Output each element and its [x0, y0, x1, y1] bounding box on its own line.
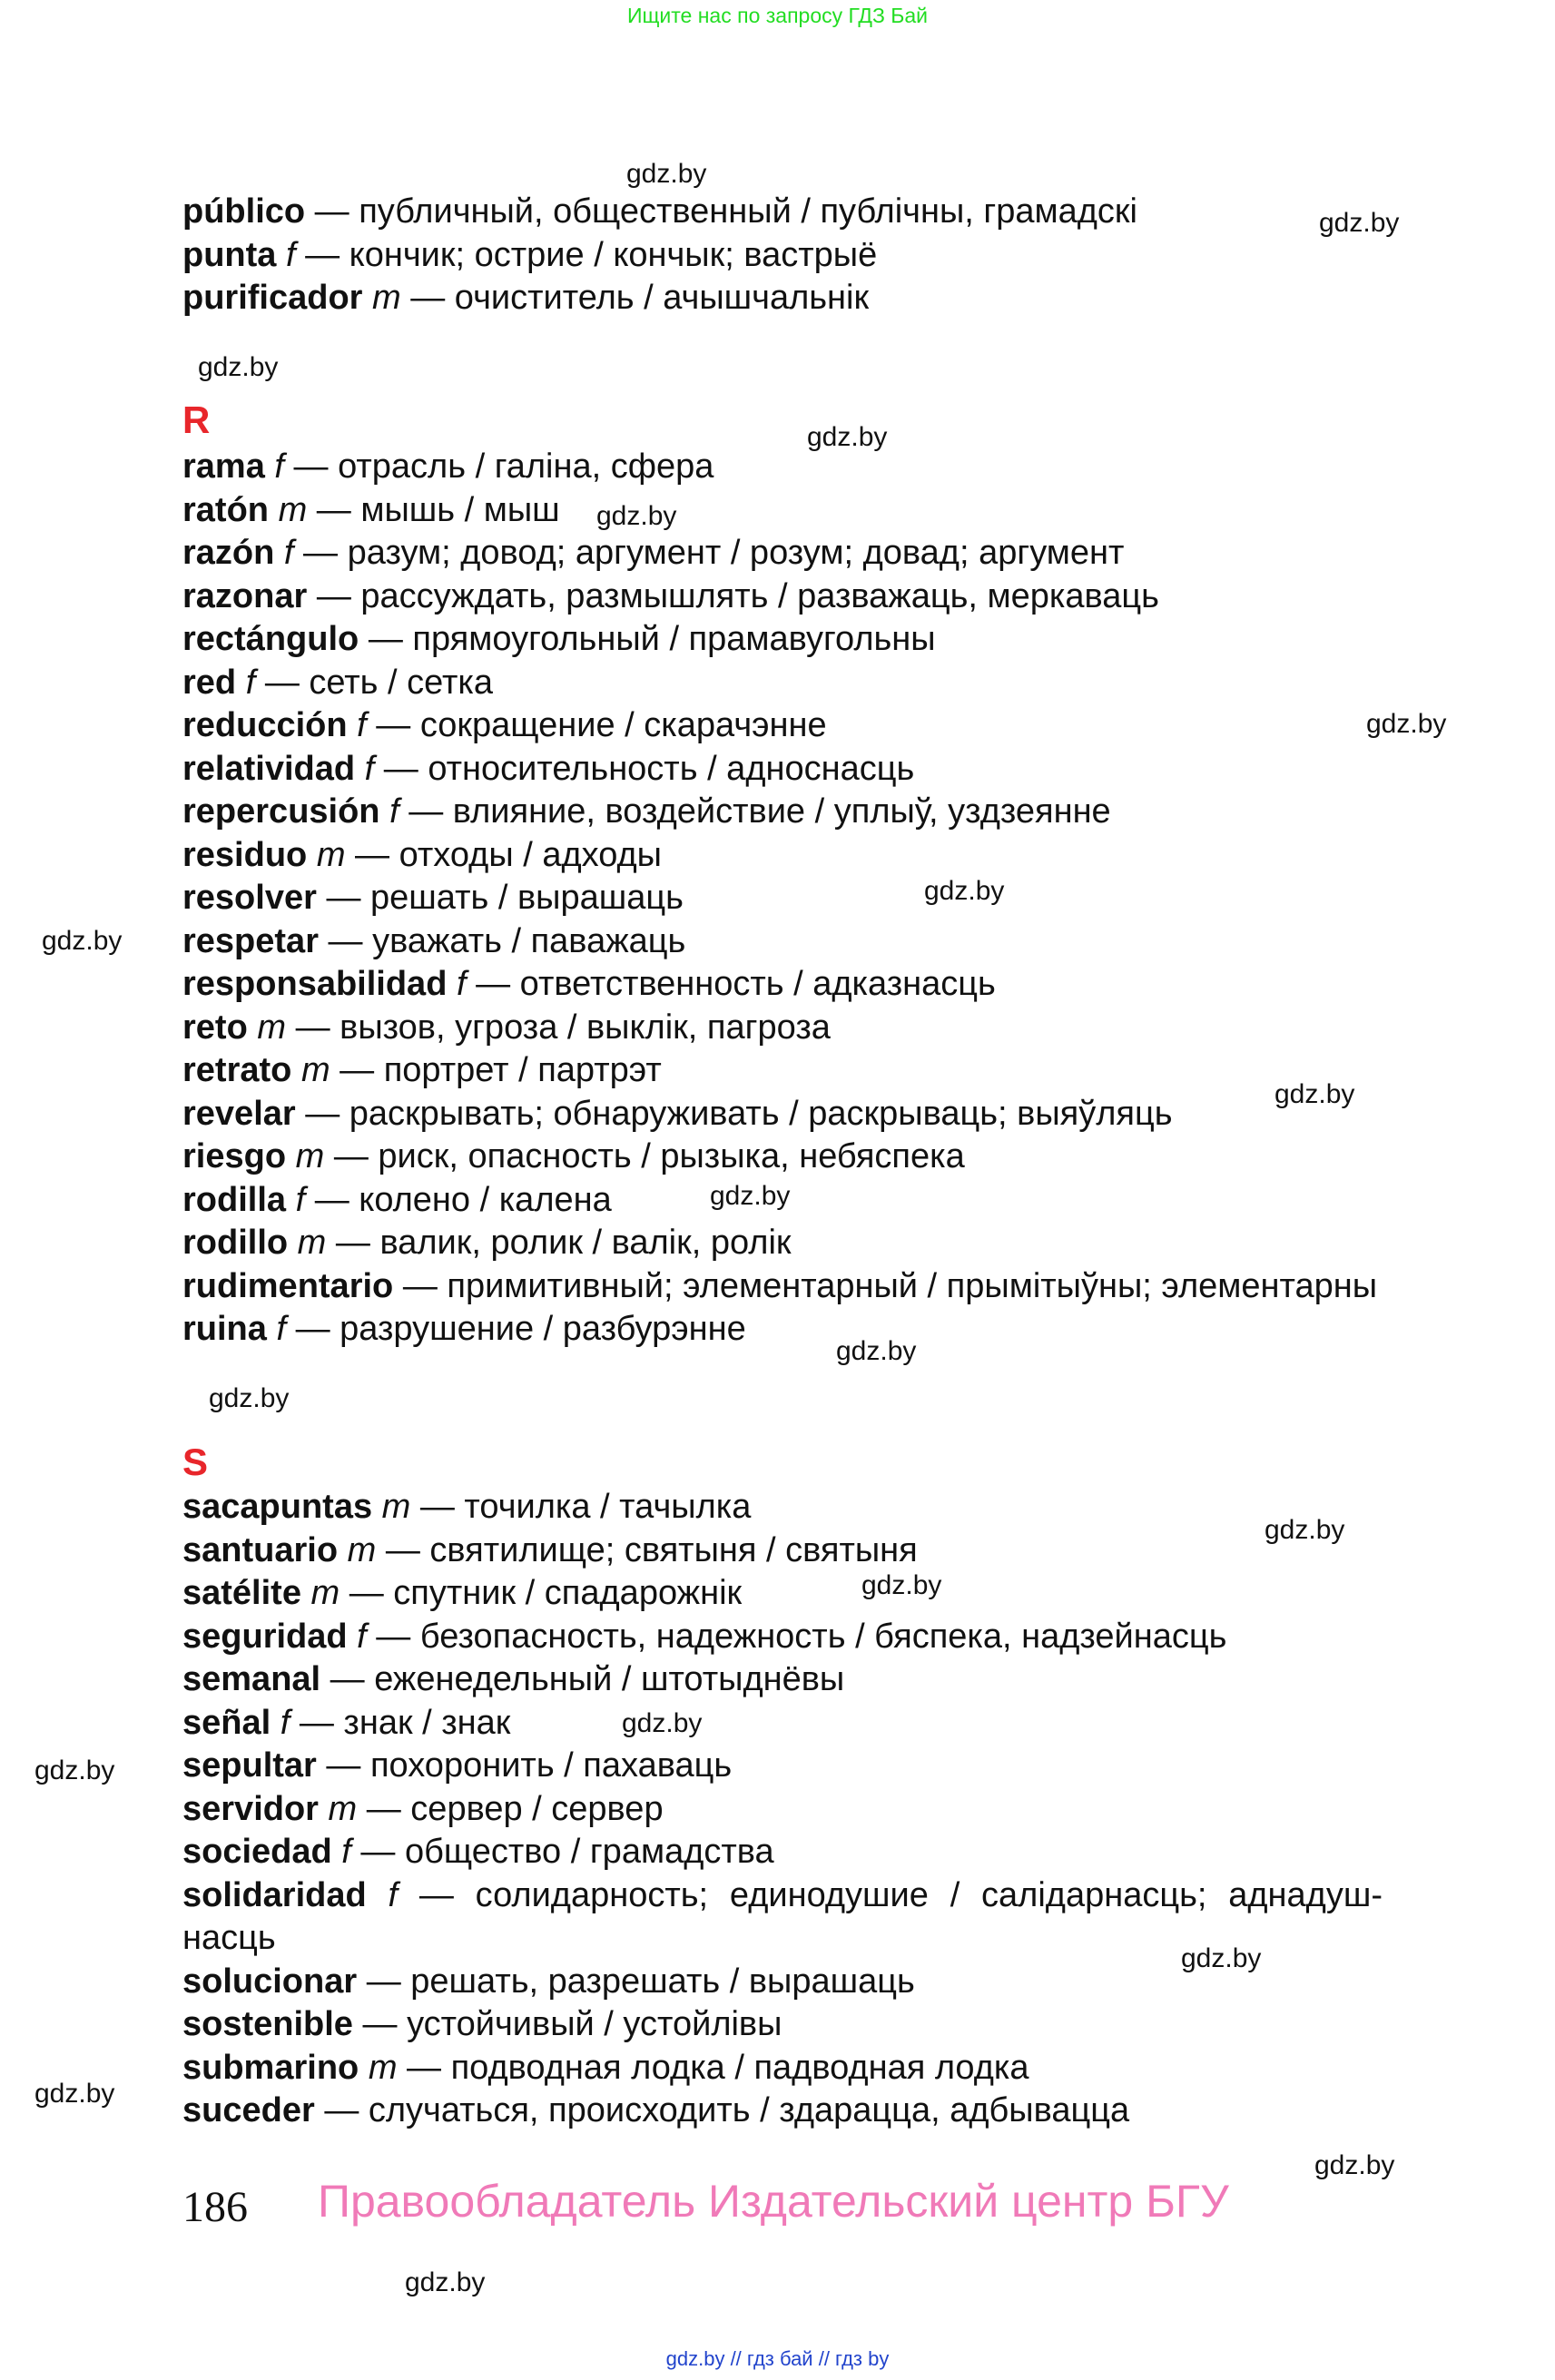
translation: — кончик; острие / кончык; вастрыё [305, 235, 878, 274]
watermark-text: gdz.by [924, 876, 1005, 906]
gender-marker: m [297, 1224, 327, 1262]
gender-marker: f [357, 1617, 367, 1656]
headword: rodillo [182, 1224, 289, 1262]
gender-marker: f [456, 965, 467, 1003]
gender-marker: f [389, 792, 399, 831]
dictionary-entry [182, 1702, 1383, 1746]
watermark-text: gdz.by [596, 501, 677, 531]
translation: — случаться, происходить / здарацца, адбывацца [324, 2091, 1130, 2129]
translation: — солидарность; единодушие / салідарнасць; аднадуш- [418, 1875, 1383, 1914]
headword: sostenible [182, 2005, 353, 2043]
translation: — безопасность, надежность / бяспека, надзейнасць [376, 1617, 1227, 1656]
footer-links[interactable]: gdz.by // гдз бай // гдз by [665, 2347, 890, 2370]
translation: — валик, ролик / валік, ролік [335, 1224, 792, 1262]
translation: — сокращение / скарачэнне [376, 706, 827, 744]
dictionary-entry [182, 704, 1383, 748]
watermark-text: gdz.by [861, 1570, 942, 1600]
watermark-text: gdz.by [34, 2079, 115, 2109]
translation: — сервер / сервер [366, 1789, 664, 1828]
dictionary-entry [182, 1529, 1383, 1573]
dictionary-entry [182, 2047, 1383, 2090]
gender-marker: f [276, 1310, 287, 1348]
headword: razonar [182, 576, 308, 615]
headword: solidaridad [182, 1875, 367, 1914]
translation: — рассуждать, размышлять / разважаць, меркаваць [316, 576, 1159, 615]
watermark-text: gdz.by [626, 159, 707, 189]
dictionary-entry [182, 1049, 1383, 1093]
gender-marker: f [245, 663, 256, 702]
page-number: 186 [182, 2183, 248, 2231]
dictionary-entry [182, 446, 1383, 489]
translation: — знак / знак [299, 1703, 511, 1742]
dictionary-entry [182, 1222, 1383, 1265]
translation: — разум; довод; аргумент / розум; довад; аргумент [303, 534, 1125, 572]
headword: rectángulo [182, 620, 359, 658]
dictionary-entry [182, 1308, 1383, 1352]
dictionary-entry [182, 1486, 1383, 1529]
translation: — святилище; святыня / святыня [385, 1530, 918, 1569]
gender-marker: m [295, 1137, 325, 1175]
dictionary-entry [182, 1658, 1383, 1702]
translation: — подводная лодка / падводная лодка [407, 2048, 1029, 2087]
translation: — колено / калена [314, 1180, 612, 1219]
headword: satélite [182, 1574, 301, 1612]
dictionary-entry [182, 748, 1383, 792]
translation: — мышь / мыш [316, 490, 560, 529]
headword: sepultar [182, 1746, 317, 1785]
gender-marker: m [257, 1008, 287, 1047]
dictionary-entry [182, 1874, 1383, 1918]
gender-marker: f [295, 1180, 306, 1219]
translation: — очиститель / ачышчальнік [410, 279, 870, 317]
entries-r [182, 446, 1383, 1352]
headword: revelar [182, 1094, 296, 1133]
dictionary-entry [182, 662, 1383, 705]
entries-p [182, 191, 1383, 320]
translation: — еженедельный / штотыднёвы [330, 1660, 845, 1698]
dictionary-entry [182, 963, 1383, 1007]
dictionary-entry [182, 1616, 1383, 1659]
section-letter-s: S [182, 1441, 209, 1483]
section-letter-r: R [182, 398, 211, 441]
dictionary-entry [182, 834, 1383, 878]
watermark-text: gdz.by [198, 352, 279, 382]
headword: rudimentario [182, 1266, 394, 1305]
gender-marker: m [310, 1574, 340, 1612]
dictionary-entry [182, 234, 1383, 278]
dictionary-entry [182, 1007, 1383, 1050]
watermark-text: gdz.by [1265, 1515, 1345, 1545]
dictionary-entry [182, 575, 1383, 619]
watermark-text: gdz.by [1275, 1079, 1355, 1109]
dictionary-entry [182, 1093, 1383, 1136]
headword: reto [182, 1008, 248, 1047]
translation: — отходы / адходы [355, 835, 662, 874]
watermark-text: gdz.by [34, 1755, 115, 1785]
dictionary-entry [182, 532, 1383, 575]
gender-marker: f [280, 1703, 290, 1742]
gender-marker: m [278, 490, 308, 529]
gender-marker: m [347, 1530, 377, 1569]
translation: — риск, опасность / рызыка, небяспека [333, 1137, 965, 1175]
watermark-text: gdz.by [1314, 2150, 1395, 2180]
dictionary-entry [182, 277, 1383, 320]
translation: — общество / грамадства [360, 1833, 774, 1871]
dictionary-entry [182, 2003, 1383, 2047]
headword: rama [182, 447, 265, 486]
dictionary-entry [182, 2090, 1383, 2133]
header-banner: Ищите нас по запросу ГДЗ Бай [626, 4, 929, 27]
headword: señal [182, 1703, 271, 1742]
watermark-text: gdz.by [42, 926, 123, 956]
headword: repercusión [182, 792, 380, 831]
headword: residuo [182, 835, 308, 874]
dictionary-entry [182, 489, 1383, 533]
headword: riesgo [182, 1137, 287, 1175]
gender-marker: f [341, 1833, 351, 1871]
dictionary-entry [182, 1136, 1383, 1179]
gender-marker: f [283, 534, 294, 572]
gender-marker: f [274, 447, 284, 486]
watermark-text: gdz.by [710, 1181, 791, 1211]
gender-marker: m [381, 1488, 411, 1526]
translation: — вызов, угроза / выклік, пагроза [295, 1008, 831, 1047]
dictionary-entry [182, 1265, 1383, 1309]
translation: — точилка / тачылка [419, 1488, 752, 1526]
headword: responsabilidad [182, 965, 448, 1003]
translation: — раскрывать; обнаруживать / раскрываць; выяўляць [305, 1094, 1173, 1133]
dictionary-entry [182, 1788, 1383, 1832]
translation: — разрушение / разбурэнне [295, 1310, 746, 1348]
headword: seguridad [182, 1617, 348, 1656]
headword: solucionar [182, 1962, 358, 2001]
dictionary-entry [182, 1572, 1383, 1616]
headword: suceder [182, 2091, 315, 2129]
translation: — спутник / спадарожнік [349, 1574, 743, 1612]
headword: razón [182, 534, 275, 572]
translation: — прямоугольный / прамавугольны [368, 620, 936, 658]
headword: respetar [182, 921, 319, 960]
gender-marker: m [300, 1051, 330, 1089]
dictionary-entry [182, 1745, 1383, 1788]
headword: servidor [182, 1789, 319, 1828]
headword: retrato [182, 1051, 292, 1089]
watermark-text: gdz.by [807, 422, 888, 452]
gender-marker: f [388, 1875, 399, 1914]
translation: — сеть / сетка [264, 663, 494, 702]
headword: sociedad [182, 1833, 332, 1871]
headword: rodilla [182, 1180, 287, 1219]
dictionary-entry [182, 791, 1383, 834]
headword: público [182, 192, 306, 231]
headword: semanal [182, 1660, 321, 1698]
translation: — похоронить / пахаваць [326, 1746, 733, 1785]
headword: red [182, 663, 237, 702]
gender-marker: f [286, 235, 296, 274]
gender-marker: f [357, 706, 367, 744]
watermark-text: gdz.by [209, 1383, 290, 1413]
translation: — уважать / паважаць [328, 921, 686, 960]
watermark-text: gdz.by [622, 1708, 703, 1738]
copyright-notice: Правообладатель Издательский центр БГУ [318, 2176, 1229, 2227]
translation-continuation: насць [182, 1919, 276, 1957]
headword: purificador [182, 279, 363, 317]
translation: — влияние, воздействие / уплыў, уздзеянне [408, 792, 1111, 831]
headword: reducción [182, 706, 348, 744]
dictionary-entry [182, 1831, 1383, 1874]
dictionary-entry [182, 920, 1383, 964]
translation: — публичный, общественный / публічны, грамадскі [314, 192, 1137, 231]
translation: — примитивный; элементарный / прымітыўны; элементарны [402, 1266, 1378, 1305]
headword: punta [182, 235, 277, 274]
watermark-text: gdz.by [1181, 1943, 1262, 1973]
entries-s [182, 1486, 1383, 2133]
headword: resolver [182, 879, 317, 917]
gender-marker: m [368, 2048, 398, 2087]
headword: ratón [182, 490, 269, 529]
gender-marker: f [364, 749, 375, 788]
watermark-text: gdz.by [1366, 709, 1447, 739]
translation: — решать / вырашаць [326, 879, 684, 917]
dictionary-entry [182, 618, 1383, 662]
gender-marker: m [372, 279, 401, 317]
dictionary-entry [182, 191, 1383, 234]
gender-marker: m [328, 1789, 358, 1828]
headword: santuario [182, 1530, 339, 1569]
translation: — ответственность / адказнасць [476, 965, 996, 1003]
headword: ruina [182, 1310, 267, 1348]
translation: — устойчивый / устойлівы [362, 2005, 782, 2043]
headword: submarino [182, 2048, 359, 2087]
translation: — относительность / адноснасць [383, 749, 915, 788]
watermark-text: gdz.by [405, 2267, 486, 2297]
gender-marker: m [316, 835, 346, 874]
watermark-text: gdz.by [1319, 208, 1400, 238]
watermark-text: gdz.by [836, 1336, 917, 1366]
translation: — решать, разрешать / вырашаць [366, 1962, 915, 2001]
headword: sacapuntas [182, 1488, 373, 1526]
headword: relatividad [182, 749, 356, 788]
dictionary-entry [182, 877, 1383, 920]
translation: — отрасль / галіна, сфера [293, 447, 714, 486]
translation: — портрет / партрэт [340, 1051, 662, 1089]
